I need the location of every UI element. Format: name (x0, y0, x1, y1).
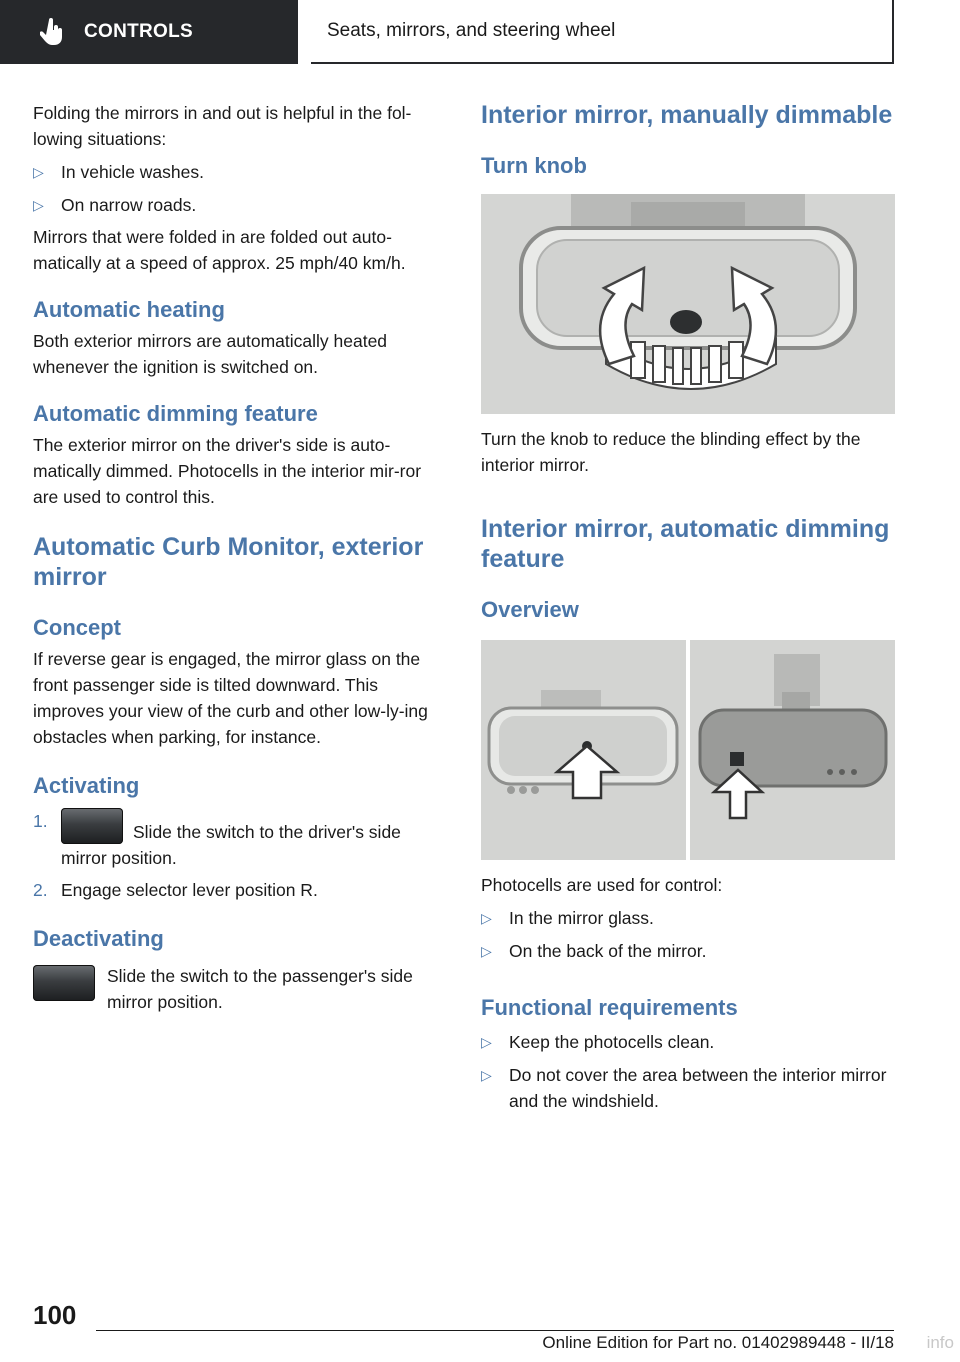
requirements-list (481, 1029, 895, 1114)
heating-text: Both exterior mirrors are automatically heated whenever the ignition is switched on. (33, 331, 388, 377)
knob-text: Turn the knob to reduce the blinding effect by the interior mirror. (481, 429, 861, 475)
breadcrumb (311, 0, 894, 64)
triangle-bullet-icon: ▷ (481, 1034, 492, 1050)
heading-turn-knob: Turn knob (481, 153, 587, 178)
interior-mirror-knob-image (481, 194, 895, 414)
heading-deactivating: Deactivating (33, 926, 164, 951)
mirror-front-image (481, 640, 686, 860)
fold-out-text: Mirrors that were folded in are folded out auto‐matically at a speed of approx. 25 mph/40 km/h. (33, 227, 406, 273)
list-item: ▷ On the back of the mirror. (481, 938, 895, 964)
deactivating-block (33, 963, 451, 1015)
list-item: ▷ In vehicle washes. (33, 159, 451, 185)
list-item: ▷ Keep the photocells clean. (481, 1029, 895, 1055)
mirror-switch-icon (61, 808, 123, 844)
list-item: ▷ Do not cover the area between the interior mirror and the windshield. (481, 1062, 895, 1114)
edition-text: Online Edition for Part no. 01402989448 - II/18 (542, 1333, 894, 1352)
triangle-bullet-icon: ▷ (33, 164, 44, 180)
photocells-intro: Photocells are used for control: (481, 875, 723, 895)
photocells-list (481, 905, 895, 964)
heading-manual-mirror: Interior mirror, manually dimmable (481, 101, 893, 129)
list-item: ▷ On narrow roads. (33, 192, 451, 218)
heading-overview: Overview (481, 597, 579, 622)
triangle-bullet-icon: ▷ (33, 197, 44, 213)
situations-list (33, 159, 451, 218)
concept-text: If reverse gear is engaged, the mirror glass on the front passenger side is tilted downward. This improves your view of the curb and other low-ly‐ing obstacles when parking, for instance. (33, 649, 428, 747)
activating-steps (33, 808, 451, 903)
step-item: 2. Engage selector lever position R. (33, 880, 318, 900)
turn-knob-figure (481, 194, 895, 414)
deactivating-text: Slide the switch to the passenger's side mirror position. (107, 966, 413, 1012)
heading-curb-monitor: Automatic Curb Monitor, exterior mirror (33, 533, 424, 591)
heading-functional-requirements: Functional requirements (481, 995, 738, 1020)
step-item: 1. Slide the switch to the driver's side mirror position. (33, 808, 451, 871)
intro-text: Folding the mirrors in and out is helpful in the fol‐lowing situations: (33, 103, 412, 149)
heading-concept: Concept (33, 615, 121, 640)
section-tab (0, 0, 298, 64)
heading-activating: Activating (33, 773, 140, 798)
overview-figure (481, 640, 895, 860)
section-title: CONTROLS (84, 21, 194, 42)
heading-automatic-heating: Automatic heating (33, 297, 225, 322)
breadcrumb-text: Seats, mirrors, and steering wheel (327, 20, 616, 41)
triangle-bullet-icon: ▷ (481, 943, 492, 959)
page-number: 100 (33, 1300, 77, 1330)
right-column (481, 100, 895, 1114)
triangle-bullet-icon: ▷ (481, 1067, 492, 1083)
list-item: ▷ In the mirror glass. (481, 905, 895, 931)
heading-automatic-mirror: Interior mirror, automatic dimming feature (481, 515, 890, 573)
mirror-back-image (690, 640, 895, 860)
left-column (33, 100, 451, 1015)
mirror-switch-icon (33, 965, 95, 1001)
watermark-text: info (926, 1333, 954, 1352)
hand-pointer-icon (40, 18, 64, 46)
dimming-text: The exterior mirror on the driver's side is auto‐matically dimmed. Photocells in the interior mir‐ror are used to control this. (33, 435, 422, 507)
heading-automatic-dimming: Automatic dimming feature (33, 401, 318, 426)
footer-divider (96, 1330, 894, 1331)
triangle-bullet-icon: ▷ (481, 910, 492, 926)
